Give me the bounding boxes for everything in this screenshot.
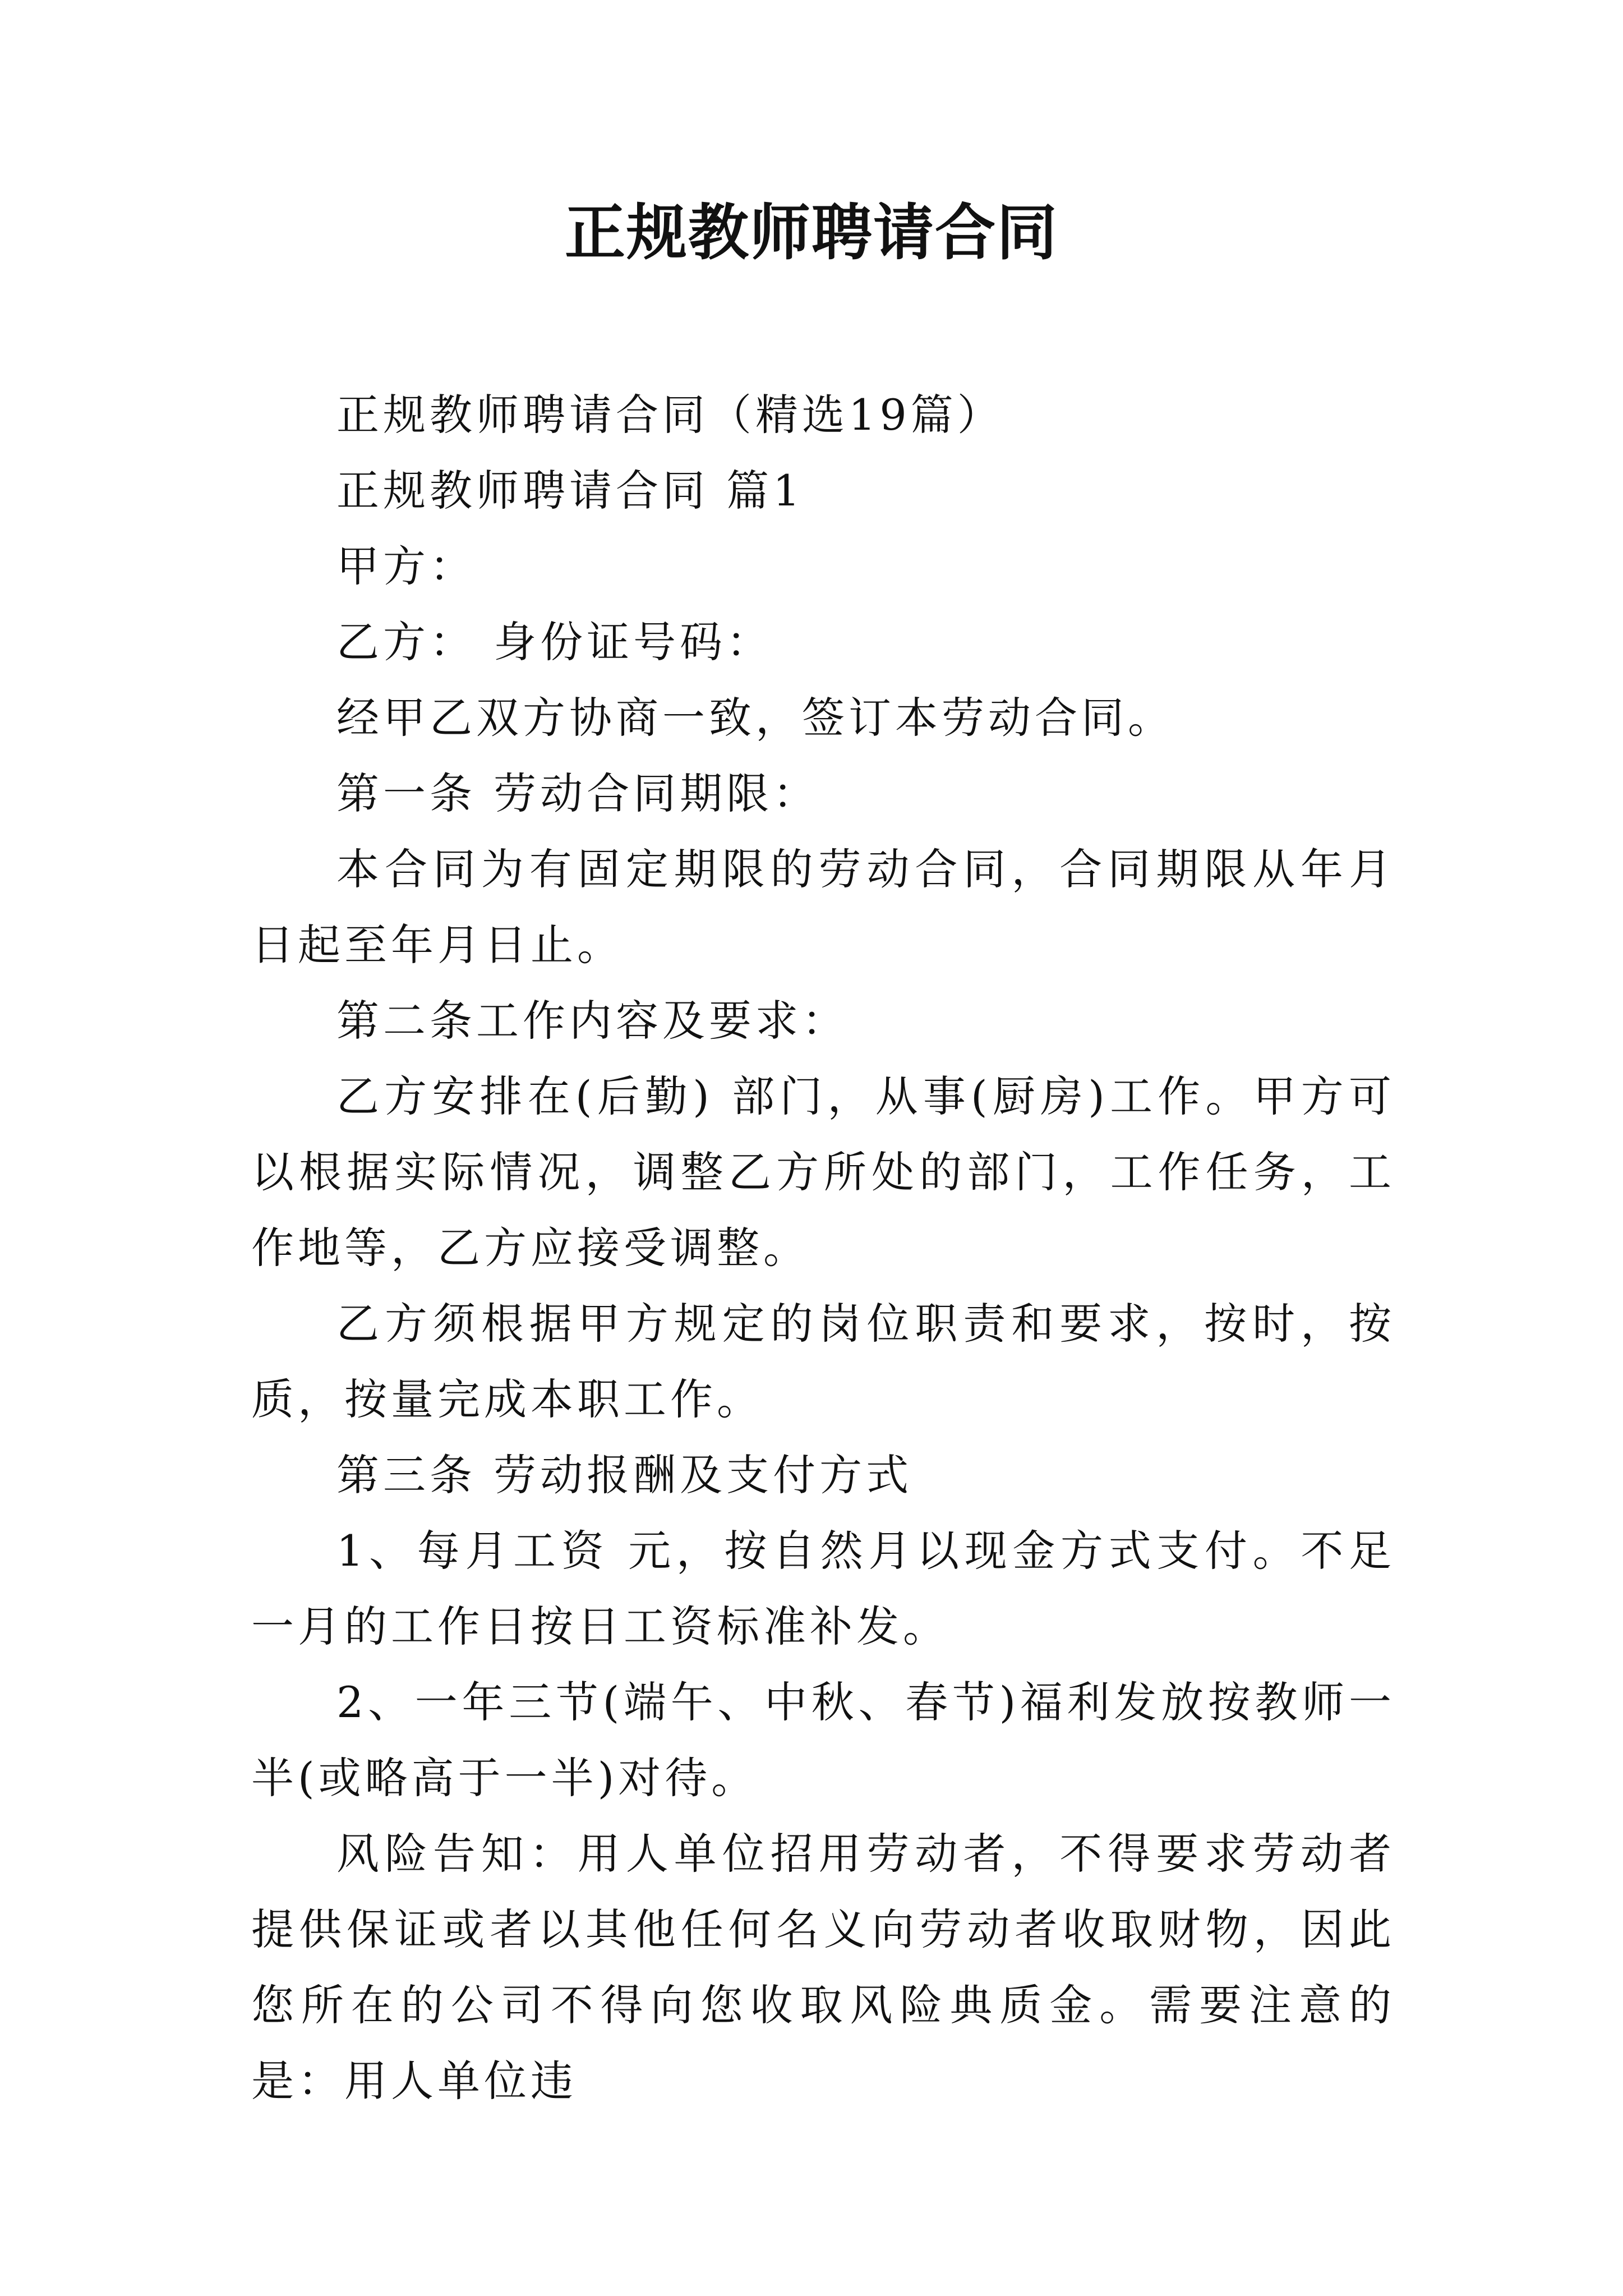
document-body <box>251 377 1395 2119</box>
paragraph-section-heading: 正规教师聘请合同 篇1 <box>336 466 804 516</box>
paragraph-article-1-body: 本合同为有固定期限的劳动合同，合同期限从年月日起至年月日止。 <box>251 844 1395 970</box>
paragraph-party-b: 乙方： 身份证号码： <box>336 617 773 667</box>
paragraph-article-3-item-1: 1、每月工资 元，按自然月以现金方式支付。不足一月的工作日按日工资标准补发。 <box>251 1526 1395 1651</box>
paragraph-party-a: 甲方： <box>336 541 476 591</box>
paragraph-article-3-item-2: 2、一年三节(端午、中秋、春节)福利发放按教师一半(或略高于一半)对待。 <box>251 1677 1395 1803</box>
paragraph-article-3-heading: 第三条 劳动报酬及支付方式 <box>336 1450 913 1500</box>
paragraph-risk-notice: 风险告知：用人单位招用劳动者，不得要求劳动者提供保证或者以其他任何名义向劳动者收取财物，因此您所在的公司不得向您收取风险典质金。需要注意的是：用人单位违 <box>251 1829 1395 2106</box>
paragraph-article-2-duties: 乙方须根据甲方规定的岗位职责和要求，按时，按质，按量完成本职工作。 <box>251 1299 1395 1424</box>
paragraph-article-2-heading: 第二条工作内容及要求： <box>336 996 849 1046</box>
paragraph-article-1-heading: 第一条 劳动合同期限： <box>336 769 820 818</box>
paragraph-article-2-body: 乙方安排在(后勤) 部门，从事(厨房)工作。甲方可以根据实际情况，调整乙方所处的部门，工作任务，工作地等，乙方应接受调整。 <box>251 1071 1395 1273</box>
document-title: 正规教师聘请合同 <box>564 197 1058 268</box>
paragraph-subtitle: 正规教师聘请合同（精选19篇） <box>336 390 1004 440</box>
paragraph-agreement: 经甲乙双方协商一致，签订本劳动合同。 <box>336 693 1174 743</box>
